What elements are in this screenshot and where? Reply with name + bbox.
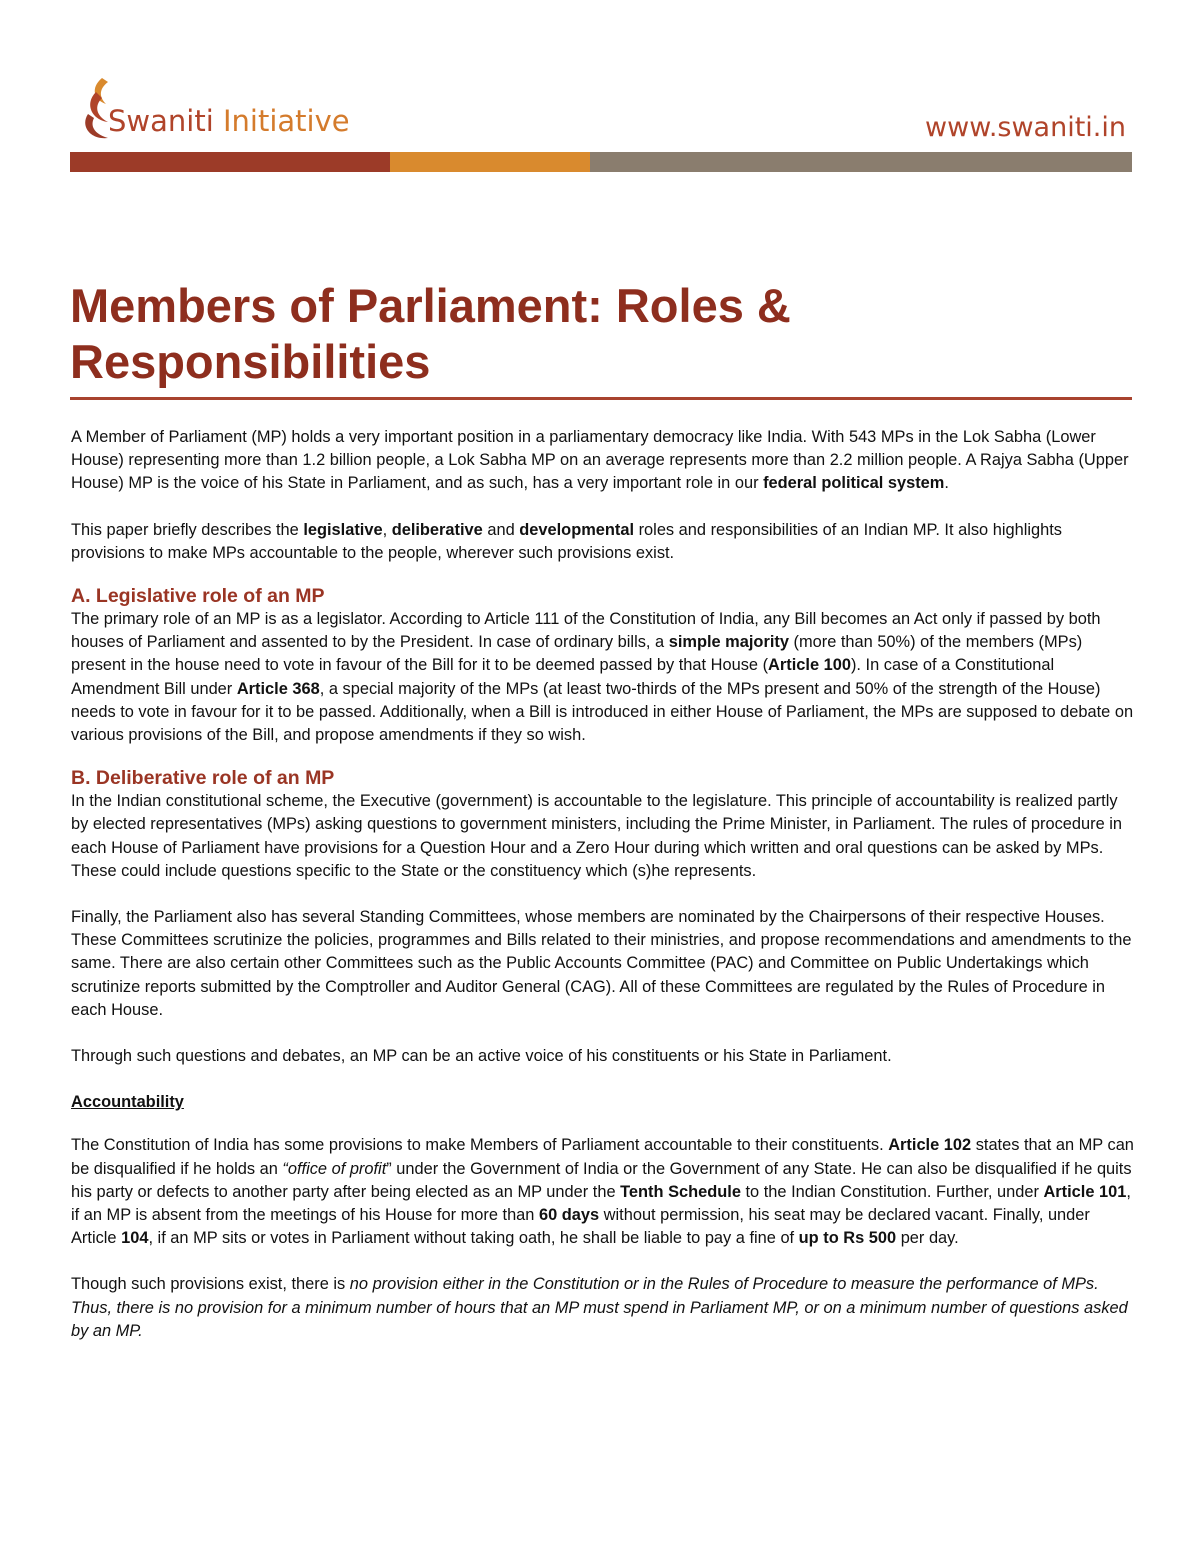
section-a-paragraph: The primary role of an MP is as a legislator. According to Article 111 of the Constitution of India, any Bill becomes an Act only if passed by both houses of Parliament and assented to by the President. In case of ordinary bills, a simple majority (more than 50%) of the members (MPs) present in the house need to vote in favour of the Bill for it to be deemed passed by that House (Article 100). In case of a Constitutional Amendment Bill under Article 368, a special majority of the MPs (at least two-thirds of the MPs present and 50% of the strength of the House) needs to vote in favour for it to be passed. Additionally, when a Bill is introduced in either House of Parliament, the MPs are supposed to debate on various provisions of the Bill, and propose amendments if they so wish. <box>71 610 1134 745</box>
section-b-paragraph-3: Through such questions and debates, an MP can be an active voice of his constituents or his State in Parliament. <box>71 1047 892 1066</box>
header-band-gray <box>590 152 1132 172</box>
intro-paragraph-2: This paper briefly describes the legislative, deliberative and developmental roles and responsibilities of an Indian MP. It also highlights provisions to make MPs accountable to the people, wherever such provisions exist. <box>71 520 1062 562</box>
logo-wordmark <box>108 104 350 138</box>
header-band-red <box>70 152 390 172</box>
title-divider <box>70 397 1132 400</box>
website-link[interactable]: www.swaniti.in <box>925 112 1126 143</box>
document-body <box>71 426 1136 1343</box>
page-title: Members of Parliament: Roles & Responsibilities <box>70 279 791 388</box>
intro-paragraph-1: A Member of Parliament (MP) holds a very important position in a parliamentary democracy like India. With 543 MPs in the Lok Sabha (Lower House) representing more than 1.2 billion people, a Lok Sabha MP on an average represents more than 2.2 million people. A Rajya Sabha (Upper House) MP is the voice of his State in Parliament, and as such, has a very important role in our federal political system. <box>71 428 1129 493</box>
accountability-paragraph-1: The Constitution of India has some provisions to make Members of Parliament accountable to their constituents. Article 102 states that an MP can be disqualified if he holds an “office of profit” under the Government of India or the Government of any State. He can also be disqualified if he quits his party or defects to another party after being elected as an MP under the Tenth Schedule to the Indian Constitution. Further, under Article 101, if an MP is absent from the meetings of his House for more than 60 days without permission, his seat may be declared vacant. Finally, under Article 104, if an MP sits or votes in Parliament without taking oath, he shall be liable to pay a fine of up to Rs 500 per day. <box>71 1136 1134 1248</box>
logo-suffix: Initiative <box>213 104 350 138</box>
section-b-paragraph-2: Finally, the Parliament also has several Standing Committees, whose members are nominated by the Chairpersons of their respective Houses. These Committees scrutinize the policies, programmes and Bills related to their ministries, and propose recommendations and amendments to the same. There are also certain other Committees such as the Public Accounts Committee (PAC) and Committee on Public Undertakings which scrutinize reports submitted by the Comptroller and Auditor General (CAG). All of these Committees are regulated by the Rules of Procedure in each House. <box>71 908 1132 1019</box>
accountability-paragraph-2: Though such provisions exist, there is no provision either in the Constitution or in the Rules of Procedure to measure the performance of MPs. Thus, there is no provision for a minimum number of hours that an MP must spend in Parliament MP, or on a minimum number of questions asked by an MP. <box>71 1275 1128 1340</box>
accountability-heading: Accountability <box>71 1093 184 1112</box>
section-b-heading: B. Deliberative role of an MP <box>71 767 335 790</box>
section-a-heading: A. Legislative role of an MP <box>71 585 325 608</box>
logo-brand: Swaniti <box>108 104 214 138</box>
section-b-paragraph-1: In the Indian constitutional scheme, the Executive (government) is accountable to the legislature. This principle of accountability is realized partly by elected representatives (MPs) asking questions to government ministers, including the Prime Minister, in Parliament. The rules of procedure in each House of Parliament have provisions for a Question Hour and a Zero Hour during which written and oral questions can be asked by MPs. These could include questions specific to the State or the constituency which (s)he represents. <box>71 792 1123 880</box>
header-band-orange <box>390 152 590 172</box>
